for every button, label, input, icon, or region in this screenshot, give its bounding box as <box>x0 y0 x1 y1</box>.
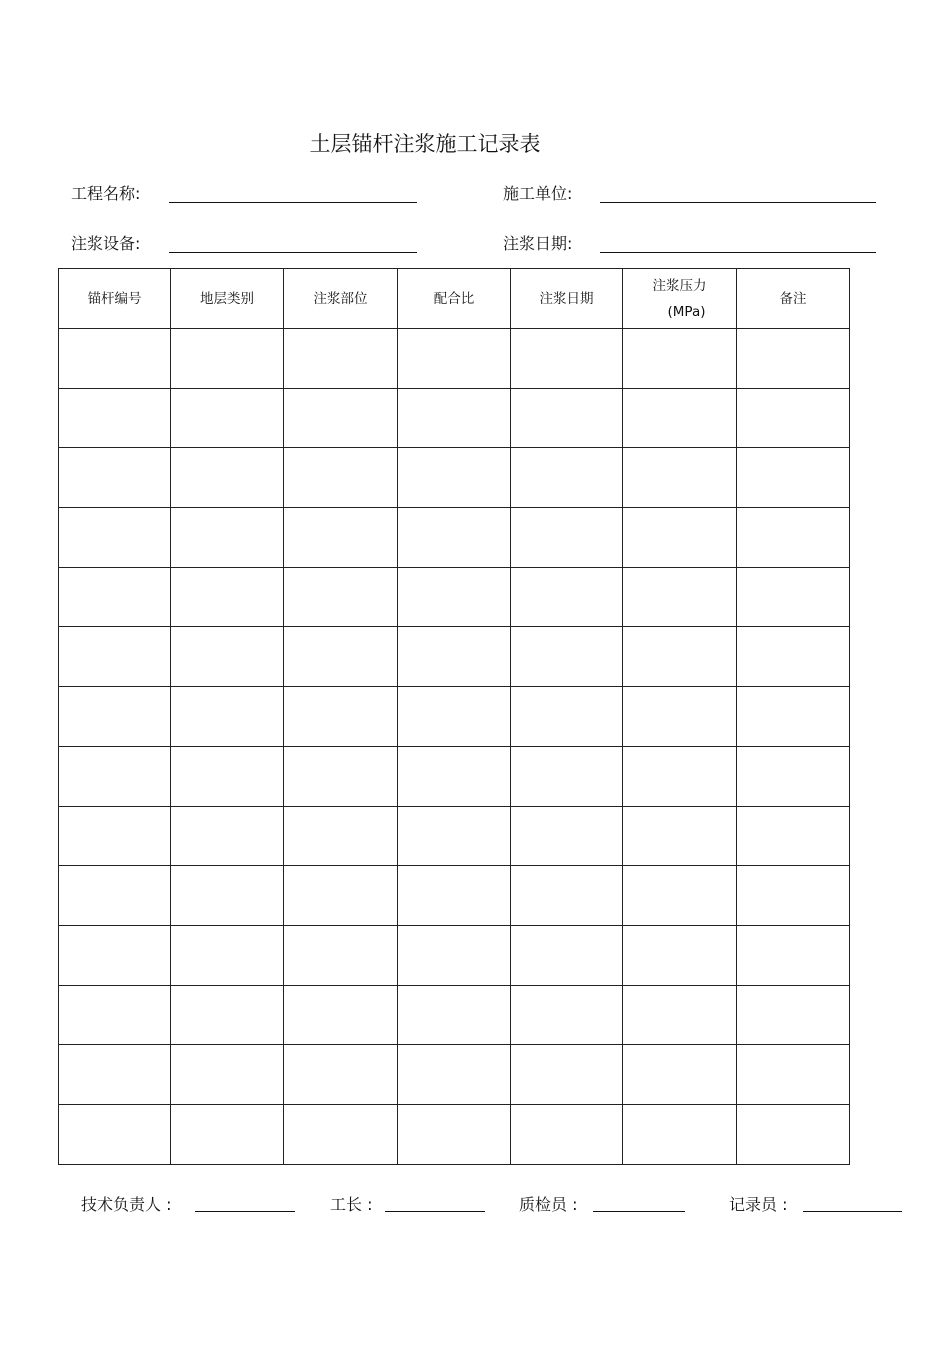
table-cell[interactable] <box>59 925 171 985</box>
table-row <box>59 567 850 627</box>
table-cell[interactable] <box>511 329 623 389</box>
grouting-equipment-field <box>71 231 421 255</box>
table-cell[interactable] <box>398 627 511 687</box>
inspector-sign-line[interactable] <box>593 1211 685 1212</box>
table-cell[interactable] <box>623 627 737 687</box>
table-cell[interactable] <box>511 448 623 508</box>
table-cell[interactable] <box>511 388 623 448</box>
table-cell[interactable] <box>737 687 850 747</box>
table-cell[interactable] <box>171 687 284 747</box>
table-cell[interactable] <box>284 746 398 806</box>
table-row <box>59 925 850 985</box>
table-cell[interactable] <box>171 806 284 866</box>
table-cell[interactable] <box>623 806 737 866</box>
table-cell[interactable] <box>59 448 171 508</box>
table-cell[interactable] <box>398 806 511 866</box>
table-cell[interactable] <box>623 746 737 806</box>
table-cell[interactable] <box>398 508 511 568</box>
table-cell[interactable] <box>59 567 171 627</box>
table-header-row <box>59 269 850 329</box>
recorder-sign-line[interactable] <box>803 1211 902 1212</box>
table-cell[interactable] <box>171 388 284 448</box>
table-cell[interactable] <box>511 627 623 687</box>
table-cell[interactable] <box>737 1045 850 1105</box>
table-cell[interactable] <box>511 508 623 568</box>
table-cell[interactable] <box>511 746 623 806</box>
table-row <box>59 1045 850 1105</box>
table-cell[interactable] <box>59 806 171 866</box>
table-cell[interactable] <box>623 448 737 508</box>
table-cell[interactable] <box>171 508 284 568</box>
header-grouting-date: 注浆日期 <box>511 269 623 329</box>
table-cell[interactable] <box>737 388 850 448</box>
tech-lead-label: 技术负责人 : <box>81 1195 172 1214</box>
table-cell[interactable] <box>511 567 623 627</box>
table-cell[interactable] <box>398 746 511 806</box>
table-row <box>59 329 850 389</box>
inspector-signature <box>519 1192 689 1216</box>
table-cell[interactable] <box>171 866 284 926</box>
table-cell[interactable] <box>59 329 171 389</box>
header-anchor-no: 锚杆编号 <box>59 269 171 329</box>
grouting-date-label: 注浆日期: <box>503 234 573 253</box>
inspector-label: 质检员 : <box>519 1195 578 1214</box>
table-cell[interactable] <box>623 329 737 389</box>
table-cell[interactable] <box>284 448 398 508</box>
table-cell[interactable] <box>398 687 511 747</box>
table-cell[interactable] <box>171 985 284 1045</box>
table-cell[interactable] <box>171 925 284 985</box>
table-cell[interactable] <box>398 448 511 508</box>
table-cell[interactable] <box>511 1045 623 1105</box>
table-cell[interactable] <box>623 1045 737 1105</box>
table-cell[interactable] <box>737 567 850 627</box>
table-cell[interactable] <box>737 1104 850 1164</box>
project-name-label: 工程名称: <box>71 184 141 203</box>
table-cell[interactable] <box>398 329 511 389</box>
table-cell[interactable] <box>398 985 511 1045</box>
table-cell[interactable] <box>398 866 511 926</box>
table-cell[interactable] <box>284 985 398 1045</box>
table-body <box>59 329 850 1165</box>
table-cell[interactable] <box>59 508 171 568</box>
table-cell[interactable] <box>623 1104 737 1164</box>
table-row <box>59 448 850 508</box>
header-remarks: 备注 <box>737 269 850 329</box>
table-row <box>59 806 850 866</box>
table-cell[interactable] <box>737 448 850 508</box>
table-cell[interactable] <box>59 1104 171 1164</box>
table-cell[interactable] <box>511 1104 623 1164</box>
grouting-equipment-label: 注浆设备: <box>71 234 141 253</box>
page-title: 土层锚杆注浆施工记录表 <box>309 132 541 156</box>
table-cell[interactable] <box>284 925 398 985</box>
table-row <box>59 866 850 926</box>
table-cell[interactable] <box>171 627 284 687</box>
table-cell[interactable] <box>737 508 850 568</box>
table-cell[interactable] <box>171 746 284 806</box>
table-cell[interactable] <box>284 567 398 627</box>
table-cell[interactable] <box>284 329 398 389</box>
table-cell[interactable] <box>59 1045 171 1105</box>
recorder-label: 记录员 : <box>729 1195 788 1214</box>
grouting-equipment-input-line[interactable] <box>169 252 417 253</box>
table-row <box>59 985 850 1045</box>
table-cell[interactable] <box>284 806 398 866</box>
construction-unit-input-line[interactable] <box>600 202 876 203</box>
header-mix-ratio: 配合比 <box>398 269 511 329</box>
table-cell[interactable] <box>59 388 171 448</box>
table-cell[interactable] <box>171 1045 284 1105</box>
recorder-signature <box>729 1192 909 1216</box>
table-cell[interactable] <box>737 627 850 687</box>
table-cell[interactable] <box>623 567 737 627</box>
header-grouting-pressure <box>623 269 737 329</box>
table-cell[interactable] <box>59 746 171 806</box>
grouting-date-input-line[interactable] <box>600 252 876 253</box>
tech-lead-sign-line[interactable] <box>195 1211 295 1212</box>
foreman-sign-line[interactable] <box>385 1211 485 1212</box>
table-cell[interactable] <box>398 925 511 985</box>
table-cell[interactable] <box>398 388 511 448</box>
table-cell[interactable] <box>398 567 511 627</box>
table-cell[interactable] <box>59 687 171 747</box>
table-cell[interactable] <box>171 329 284 389</box>
table-cell[interactable] <box>511 985 623 1045</box>
table-cell[interactable] <box>59 627 171 687</box>
table-cell[interactable] <box>284 388 398 448</box>
table-cell[interactable] <box>171 567 284 627</box>
table-row <box>59 388 850 448</box>
table-cell[interactable] <box>737 866 850 926</box>
table-row <box>59 746 850 806</box>
table-row <box>59 687 850 747</box>
table-cell[interactable] <box>737 746 850 806</box>
header-pressure-label: 注浆压力 <box>652 277 707 294</box>
table-cell[interactable] <box>284 627 398 687</box>
project-name-field <box>71 181 421 205</box>
header-pressure-unit: (MPa) <box>667 303 706 320</box>
grouting-date-field <box>503 231 883 255</box>
table-cell[interactable] <box>737 925 850 985</box>
header-stratum-type: 地层类别 <box>171 269 284 329</box>
table-cell[interactable] <box>511 687 623 747</box>
table-row <box>59 508 850 568</box>
project-name-input-line[interactable] <box>169 202 417 203</box>
table-cell[interactable] <box>59 866 171 926</box>
table-cell[interactable] <box>284 1045 398 1105</box>
grouting-record-table <box>58 268 850 1165</box>
table-cell[interactable] <box>59 985 171 1045</box>
table-cell[interactable] <box>737 806 850 866</box>
tech-lead-signature <box>81 1192 301 1216</box>
table-cell[interactable] <box>511 925 623 985</box>
table-cell[interactable] <box>284 508 398 568</box>
table-cell[interactable] <box>511 806 623 866</box>
table-cell[interactable] <box>284 687 398 747</box>
table-cell[interactable] <box>511 866 623 926</box>
foreman-signature <box>330 1192 490 1216</box>
table-cell[interactable] <box>171 448 284 508</box>
foreman-label: 工长 : <box>330 1195 373 1214</box>
table-cell[interactable] <box>171 1104 284 1164</box>
table-cell[interactable] <box>398 1045 511 1105</box>
construction-unit-label: 施工单位: <box>503 184 573 203</box>
table-cell[interactable] <box>737 985 850 1045</box>
table-cell[interactable] <box>398 1104 511 1164</box>
header-grouting-position: 注浆部位 <box>284 269 398 329</box>
construction-unit-field <box>503 181 883 205</box>
table-cell[interactable] <box>737 329 850 389</box>
table-cell[interactable] <box>623 985 737 1045</box>
table-cell[interactable] <box>623 925 737 985</box>
table-cell[interactable] <box>284 1104 398 1164</box>
table-cell[interactable] <box>623 388 737 448</box>
table-cell[interactable] <box>623 508 737 568</box>
table-cell[interactable] <box>284 866 398 926</box>
table-cell[interactable] <box>623 687 737 747</box>
table-row <box>59 1104 850 1164</box>
table-cell[interactable] <box>623 866 737 926</box>
table-row <box>59 627 850 687</box>
